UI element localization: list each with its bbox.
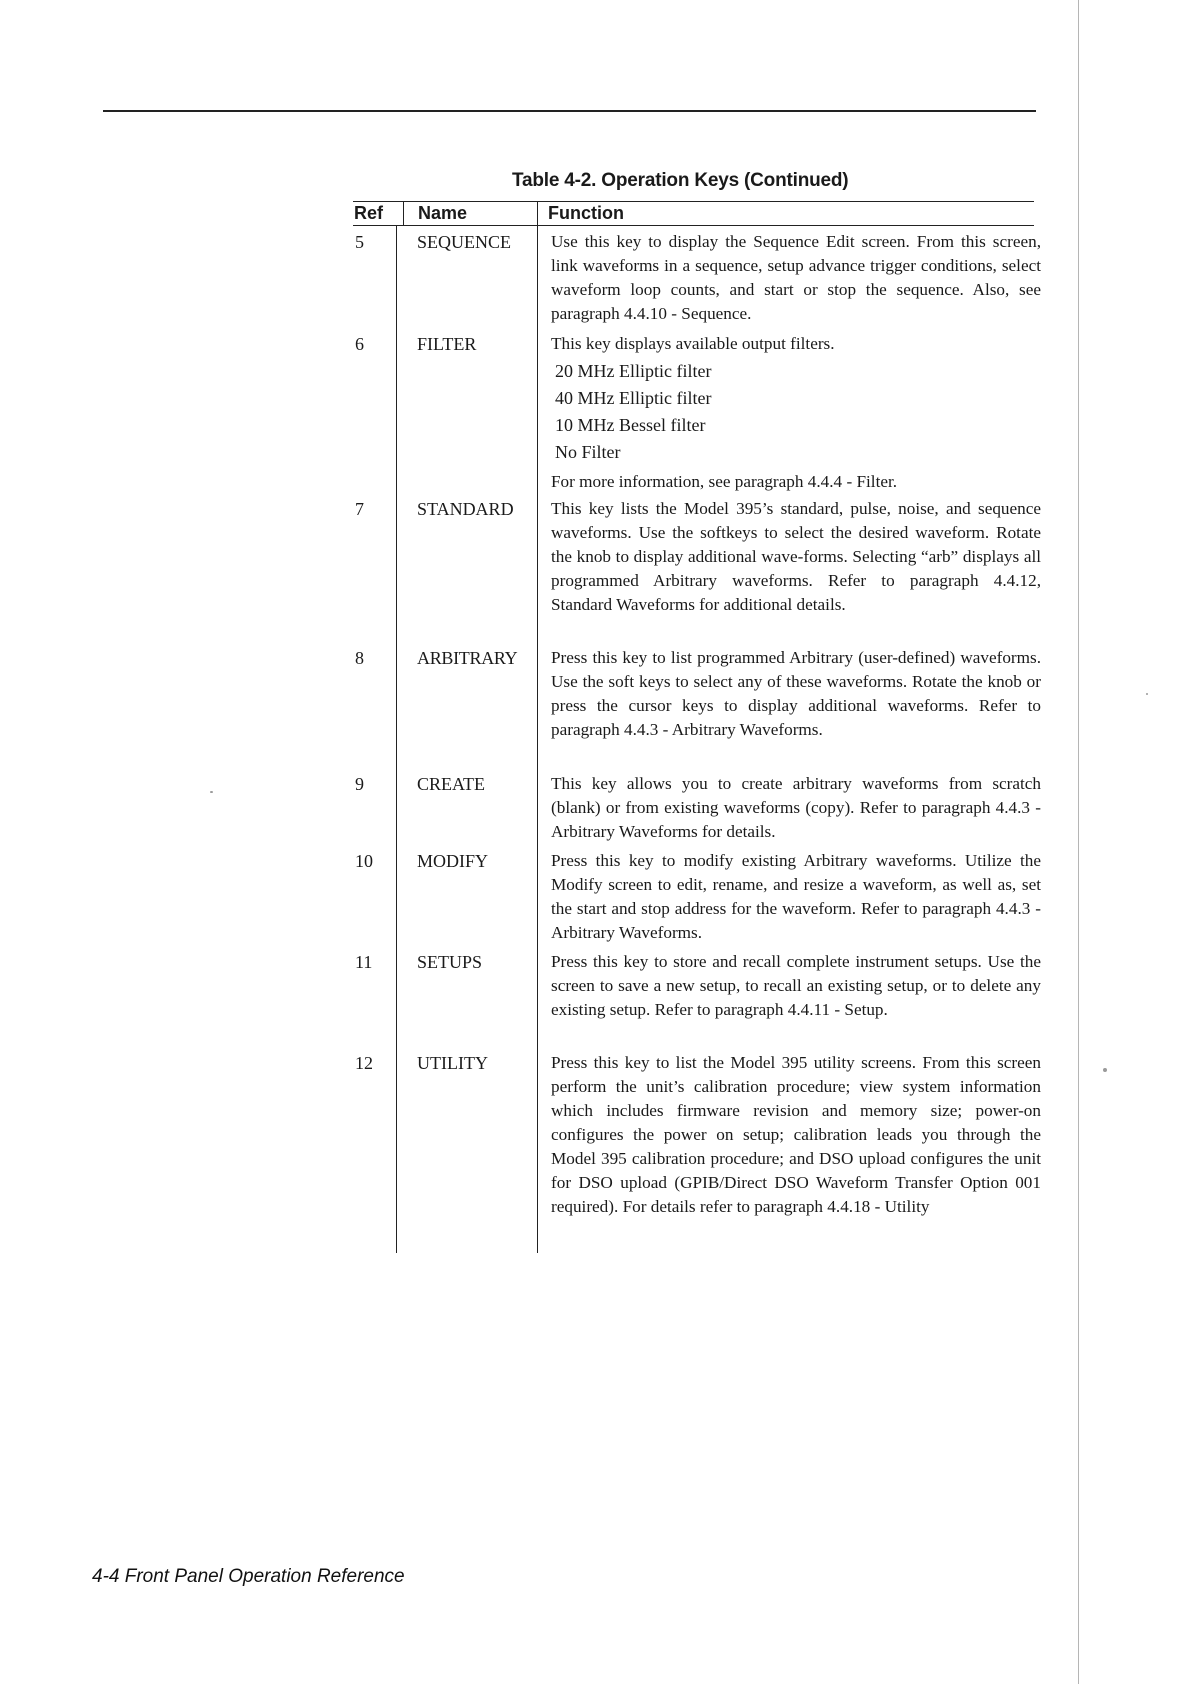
row-ref: 11: [355, 952, 373, 972]
row-function: [551, 332, 1041, 494]
filter-option: 10 MHz Bessel filter: [555, 415, 706, 435]
function-text-after: For more information, see paragraph 4.4.4 - Filter.: [551, 472, 898, 491]
row-function: [551, 646, 1041, 742]
column-divider-ref-name: [396, 226, 397, 1253]
row-name: ARBITRARY: [417, 648, 518, 668]
row-ref: 9: [355, 774, 364, 794]
column-header-ref: Ref: [354, 203, 384, 223]
function-text: Use this key to display the Sequence Edit screen. From this screen, link waveforms in a sequence, setup advance trigger conditions, select waveform loop counts, and start or stop the sequence. Also, see paragraph 4.4.10 - Sequence.: [551, 232, 1041, 323]
row-name: CREATE: [417, 774, 486, 794]
page-edge-line: [1078, 0, 1079, 1684]
column-divider-ref-name-header: [403, 201, 404, 226]
row-ref: 6: [355, 334, 364, 354]
row-function: [551, 849, 1041, 945]
function-text: This key allows you to create arbitrary waveforms from scratch (blank) or from existing waveforms (copy). Refer to paragraph 4.4.3 - Arbitrary Waveforms for details.: [551, 774, 1041, 841]
table-title: Table 4-2. Operation Keys (Continued): [512, 170, 849, 191]
row-name: SETUPS: [417, 952, 483, 972]
row-ref: 10: [355, 851, 373, 871]
row-function: [551, 1051, 1041, 1219]
function-text: Press this key to store and recall complete instrument setups. Use the screen to save a new setup, to recall an existing setup, or to delete any existing setup. Refer to paragraph 4.4.11 - Setup.: [551, 952, 1041, 1019]
scan-speck: [1146, 693, 1148, 695]
function-text: This key displays available output filters.: [551, 334, 835, 353]
scan-speck: [1103, 1068, 1107, 1072]
column-divider-name-function: [537, 201, 538, 1253]
function-text: Press this key to modify existing Arbitrary waveforms. Utilize the Modify screen to edit, rename, and resize a waveform, as well as, set the start and stop address for the waveform. Refer to paragraph 4.4.3 - Arbitrary Waveforms.: [551, 851, 1041, 942]
row-name: UTILITY: [417, 1053, 488, 1073]
column-header-function: Function: [548, 203, 624, 223]
top-rule: [103, 110, 1036, 112]
row-ref: 12: [355, 1053, 373, 1073]
row-ref: 5: [355, 232, 364, 252]
row-name: STANDARD: [417, 499, 514, 519]
function-text: Press this key to list programmed Arbitrary (user-defined) waveforms. Use the soft keys to select any of these waveforms. Rotate the knob or press the cursor keys to display additional waveforms. Refer to paragraph 4.4.3 - Arbitrary Waveforms.: [551, 648, 1041, 739]
function-text: This key lists the Model 395’s standard, pulse, noise, and sequence waveforms. Use the softkeys to select the desired waveform. Rotate the knob to display additional wave-forms. Selecting “arb” displays all programmed Arbitrary waveforms. Refer to paragraph 4.4.12, Standard Waveforms for additional details.: [551, 499, 1041, 614]
row-function: [551, 230, 1041, 326]
column-header-name: Name: [418, 203, 468, 223]
row-ref: 8: [355, 648, 364, 668]
row-function: [551, 497, 1041, 617]
filter-option: 40 MHz Elliptic filter: [555, 388, 712, 408]
row-function: [551, 772, 1041, 844]
row-name: MODIFY: [417, 851, 489, 871]
row-ref: 7: [355, 499, 364, 519]
function-text: Press this key to list the Model 395 utility screens. From this screen perform the unit’s calibration procedure; view system information which includes firmware revision and memory size; power-on configures the power on setup; calibration leads you through the Model 395 calibration procedure; and DSO upload configures the unit for DSO upload (GPIB/Direct DSO Waveform Transfer Option 001 required). For details refer to paragraph 4.4.18 - Utility: [551, 1053, 1041, 1216]
row-name: SEQUENCE: [417, 232, 511, 252]
scan-speck: [210, 791, 213, 793]
filter-option: No Filter: [555, 442, 621, 462]
filter-option: 20 MHz Elliptic filter: [555, 361, 712, 381]
row-function: [551, 950, 1041, 1022]
page-footer: 4-4 Front Panel Operation Reference: [92, 1566, 405, 1587]
row-name: FILTER: [417, 334, 477, 354]
